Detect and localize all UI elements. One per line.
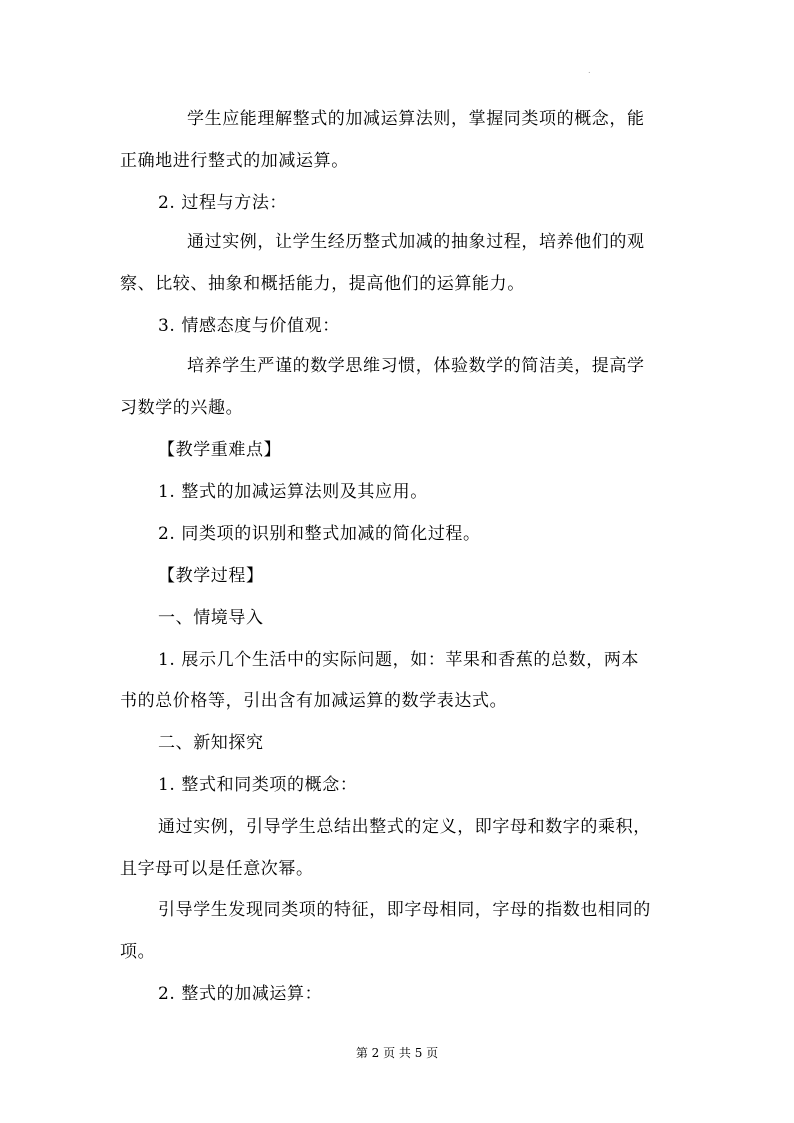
paragraph-line: 项。: [120, 942, 156, 962]
list-item: 1. 整式和同类项的概念：: [158, 775, 358, 795]
paragraph-line: 学生应能理解整式的加减运算法则，掌握同类项的概念，能: [187, 109, 645, 129]
paragraph-line: 通过实例，让学生经历整式加减的抽象过程，培养他们的观: [187, 232, 645, 252]
paragraph-line: 培养学生严谨的数学思维习惯，体验数学的简洁美，提高学: [187, 356, 645, 376]
section-heading: 3. 情感态度与价值观：: [158, 316, 340, 336]
paragraph-line: 通过实例，引导学生总结出整式的定义，即字母和数字的乘积，: [158, 817, 651, 837]
section-heading: 一、情境导入: [158, 608, 264, 628]
section-heading: 2. 过程与方法：: [158, 193, 288, 213]
paragraph-line: 正确地进行整式的加减运算。: [120, 151, 349, 171]
paragraph-line: 引导学生发现同类项的特征，即字母相同，字母的指数也相同的: [158, 900, 651, 920]
list-item: 2. 整式的加减运算：: [158, 984, 323, 1004]
paragraph-line: 察、比较、抽象和概括能力，提高他们的运算能力。: [120, 274, 525, 294]
section-heading: 【教学过程】: [158, 566, 264, 586]
paragraph-line: 且字母可以是任意次幂。: [120, 859, 314, 879]
list-item: 1. 整式的加减运算法则及其应用。: [158, 482, 428, 502]
section-heading: 【教学重难点】: [158, 440, 282, 460]
paragraph-line: 书的总价格等，引出含有加减运算的数学表达式。: [120, 691, 508, 711]
section-heading: 二、新知探究: [158, 733, 264, 753]
list-item: 2. 同类项的识别和整式加减的简化过程。: [158, 524, 481, 544]
list-item: 1. 展示几个生活中的实际问题，如：苹果和香蕉的总数，两本: [158, 650, 640, 670]
page-footer: 第 2 页 共 5 页: [355, 1046, 439, 1060]
paragraph-line: 习数学的兴趣。: [120, 398, 244, 418]
corner-mark: .: [588, 66, 591, 75]
